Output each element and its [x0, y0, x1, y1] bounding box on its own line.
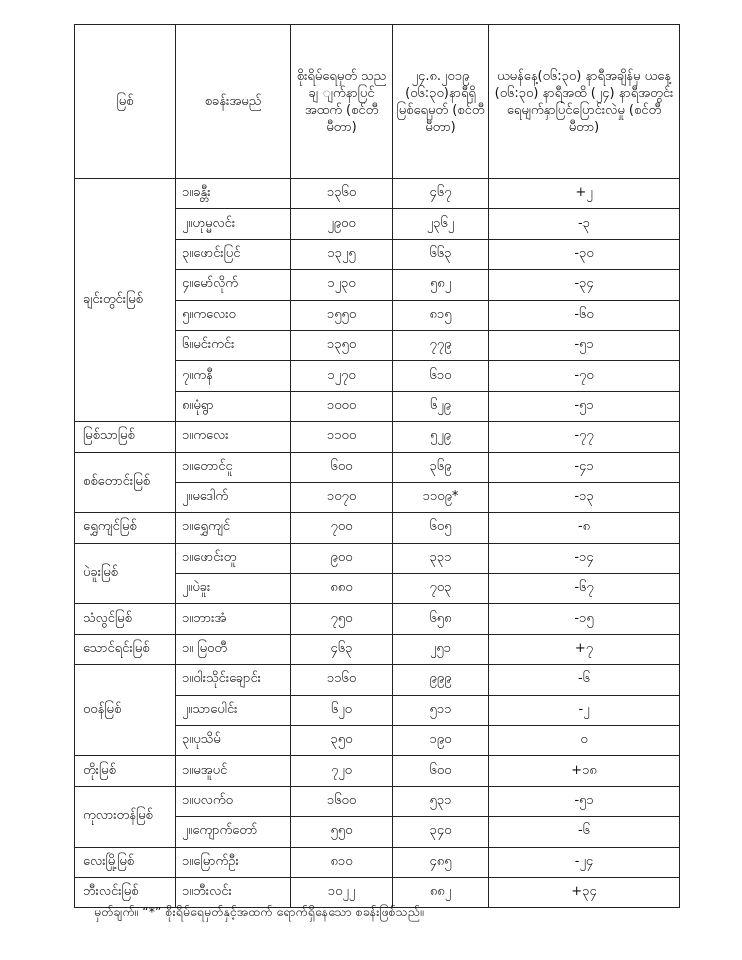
danger-level-cell: ၁၆၀၀ — [291, 786, 393, 816]
change-cell: -၇၇ — [489, 422, 680, 452]
change-cell: -၁၄ — [489, 543, 680, 573]
danger-level-cell: ၁၅၅၀ — [291, 300, 393, 330]
change-cell: -၆ — [489, 665, 680, 695]
river-name-cell: စစ်တောင်းမြစ် — [75, 452, 176, 513]
change-cell: +၂ — [489, 179, 680, 209]
water-level-cell: ၆၀၀ — [393, 756, 489, 786]
change-cell: -၄၁ — [489, 452, 680, 482]
water-level-cell: ၆၁၀ — [393, 361, 489, 391]
table-row — [75, 543, 680, 573]
river-name-cell: ဝဝန်မြစ် — [75, 665, 176, 756]
water-level-cell: ၇၀၃ — [393, 574, 489, 604]
station-name-cell: ၁။တောင်ငူ — [176, 452, 291, 482]
water-level-cell: ၆၆၃ — [393, 239, 489, 269]
change-cell: -၃၄ — [489, 270, 680, 300]
change-cell: ၀ — [489, 726, 680, 756]
station-name-cell: ၂။သာပေါင်း — [176, 695, 291, 725]
table-row — [75, 179, 680, 209]
change-cell: -၂ — [489, 695, 680, 725]
change-cell: -၁၅ — [489, 604, 680, 634]
danger-level-cell: ၆၂၀ — [291, 695, 393, 725]
danger-level-cell: ၁၀၂၂ — [291, 877, 393, 907]
danger-level-cell: ၁၃၆၀ — [291, 179, 393, 209]
water-level-cell: ၂၅၁ — [393, 634, 489, 664]
header-change-24h: ယမန်နေ့(၀၆:၃၀) နာရီအချိန်မှ ယနေ့ (၀၆:၃၀) နာရီအထိ (၂၄) နာရီအတွင်း ရေမျက်နှာပြင်ပြောင်းလဲမှု (စင်တီမီတာ) — [489, 25, 680, 179]
danger-level-cell: ၁၃၂၅ — [291, 239, 393, 269]
danger-level-cell: ၁၀၇၀ — [291, 482, 393, 512]
table-row — [75, 665, 680, 695]
water-level-cell: ၅၂၉ — [393, 422, 489, 452]
river-name-cell: တိုးမြစ် — [75, 756, 176, 786]
footnote: မှတ်ချက်။ “*” စိုးရိမ်ရေမှတ်နှင့်အထက် ရောက်ရှိနေသော စခန်းဖြစ်သည်။ — [94, 904, 424, 919]
table-row — [75, 847, 680, 877]
water-level-cell: ၄၈၅ — [393, 847, 489, 877]
danger-level-cell: ၇၂၀ — [291, 756, 393, 786]
water-level-cell: ၆၂၉ — [393, 391, 489, 421]
station-name-cell: ၃။ပုသိမ် — [176, 726, 291, 756]
danger-level-cell: ၁၂၇၀ — [291, 361, 393, 391]
station-name-cell: ၂။မဒေါက် — [176, 482, 291, 512]
header-water-level: ၂၄.၈.၂၀၁၉ (၀၆:၃၀)နာရီရှိ မြစ်ရေမှတ် (စင်တီမီတာ) — [393, 25, 489, 179]
danger-level-cell: ၇၀၀ — [291, 513, 393, 543]
water-level-table-container — [74, 24, 679, 908]
table-row — [75, 634, 680, 664]
danger-level-cell: ၇၅၀ — [291, 604, 393, 634]
header-danger-level: စိုးရိမ်ရေမှတ် သည ချ ျက်နာပြင် အထက် (စင်တီမီတာ) — [291, 25, 393, 179]
station-name-cell: ၇။ကနီ — [176, 361, 291, 391]
river-name-cell: ချင်းတွင်းမြစ် — [75, 179, 176, 422]
station-name-cell: ၁။ကလေး — [176, 422, 291, 452]
change-cell: -၅၁ — [489, 330, 680, 360]
station-name-cell: ၁။ မြဝတီ — [176, 634, 291, 664]
change-cell: -၅၁ — [489, 391, 680, 421]
danger-level-cell: ၆၀၀ — [291, 452, 393, 482]
table-row — [75, 422, 680, 452]
danger-level-cell: ၂၉၀၀ — [291, 209, 393, 239]
station-name-cell: ၄။မော်လိုက် — [176, 270, 291, 300]
table-row — [75, 513, 680, 543]
change-cell: -၃ — [489, 209, 680, 239]
table-row — [75, 604, 680, 634]
table-row — [75, 786, 680, 816]
water-level-cell: ၆၀၅ — [393, 513, 489, 543]
change-cell: -၆၀ — [489, 300, 680, 330]
station-name-cell: ၁။ပလက်ဝ — [176, 786, 291, 816]
change-cell: +၃၄ — [489, 877, 680, 907]
change-cell: -၁၃ — [489, 482, 680, 512]
water-level-cell: ၉၉၉ — [393, 665, 489, 695]
station-name-cell: ၁။ဘားအံ — [176, 604, 291, 634]
station-name-cell: ၁။ဝါးသိုင်းချောင်း — [176, 665, 291, 695]
station-name-cell: ၅။ကလေးဝ — [176, 300, 291, 330]
change-cell: -၇၀ — [489, 361, 680, 391]
water-level-table — [74, 24, 680, 908]
water-level-cell: ၁၉၀ — [393, 726, 489, 756]
table-body — [75, 179, 680, 908]
river-name-cell: သောင်ရင်းမြစ် — [75, 634, 176, 664]
danger-level-cell: ၈၁၀ — [291, 847, 393, 877]
water-level-cell: ၅၃၁ — [393, 786, 489, 816]
table-row — [75, 756, 680, 786]
station-name-cell: ၁။ရွှေကျင် — [176, 513, 291, 543]
river-name-cell: လေးမြို့မြစ် — [75, 847, 176, 877]
water-level-cell: ၇၇၉ — [393, 330, 489, 360]
station-name-cell: ၁။ဘီးလင်း — [176, 877, 291, 907]
danger-level-cell: ၉၀၀ — [291, 543, 393, 573]
station-name-cell: ၁။မြောက်ဦး — [176, 847, 291, 877]
station-name-cell: ၂။ကျောက်တော် — [176, 817, 291, 847]
water-level-cell: ၃၄၀ — [393, 817, 489, 847]
change-cell: -၈ — [489, 513, 680, 543]
water-level-cell: ၅၁၁ — [393, 695, 489, 725]
water-level-cell: ၃၃၁ — [393, 543, 489, 573]
danger-level-cell: ၃၅၀ — [291, 726, 393, 756]
danger-level-cell: ၈၈၀ — [291, 574, 393, 604]
station-name-cell: ၃။ဖောင်းပြင် — [176, 239, 291, 269]
danger-level-cell: ၁၁၆၀ — [291, 665, 393, 695]
change-cell: -၅၁ — [489, 786, 680, 816]
change-cell: -၃၀ — [489, 239, 680, 269]
river-name-cell: ပဲခူးမြစ် — [75, 543, 176, 604]
header-station: စခန်းအမည် — [176, 25, 291, 179]
station-name-cell: ၈။မုံရွာ — [176, 391, 291, 421]
water-level-cell: ၄၆၇ — [393, 179, 489, 209]
danger-level-cell: ၁၀၀၀ — [291, 391, 393, 421]
river-name-cell: ကုလားတန်မြစ် — [75, 786, 176, 847]
river-name-cell: ဘီးလင်းမြစ် — [75, 877, 176, 907]
change-cell: +၇ — [489, 634, 680, 664]
water-level-cell: ၃၆၉ — [393, 452, 489, 482]
danger-level-cell: ၁၂၃၀ — [291, 270, 393, 300]
danger-level-cell: ၄၆၃ — [291, 634, 393, 664]
danger-level-cell: ၅၅၀ — [291, 817, 393, 847]
water-level-cell: ၆၅၈ — [393, 604, 489, 634]
station-name-cell: ၁။မအူပင် — [176, 756, 291, 786]
water-level-cell: ၈၁၅ — [393, 300, 489, 330]
danger-level-cell: ၁၁၀၀ — [291, 422, 393, 452]
river-name-cell: သံလွင်မြစ် — [75, 604, 176, 634]
change-cell: -၆ — [489, 817, 680, 847]
station-name-cell: ၂။ပဲခူး — [176, 574, 291, 604]
header-row — [75, 25, 680, 179]
station-name-cell: ၂။ဟုမ္မလင်း — [176, 209, 291, 239]
water-level-cell: ၂၃၆၂ — [393, 209, 489, 239]
water-level-cell: ၅၈၂ — [393, 270, 489, 300]
river-name-cell: မြစ်သာမြစ် — [75, 422, 176, 452]
danger-level-cell: ၁၃၅၀ — [291, 330, 393, 360]
table-row — [75, 452, 680, 482]
change-cell: +၁၈ — [489, 756, 680, 786]
station-name-cell: ၁။ဖောင်းတူ — [176, 543, 291, 573]
change-cell: -၆၇ — [489, 574, 680, 604]
station-name-cell: ၆။မင်းကင်း — [176, 330, 291, 360]
change-cell: -၂၄ — [489, 847, 680, 877]
station-name-cell: ၁။ခန္တီး — [176, 179, 291, 209]
river-name-cell: ရွှေကျင်မြစ် — [75, 513, 176, 543]
water-level-cell: ၁၁၀၉* — [393, 482, 489, 512]
water-level-cell: ၈၈၂ — [393, 877, 489, 907]
header-river: မြစ် — [75, 25, 176, 179]
